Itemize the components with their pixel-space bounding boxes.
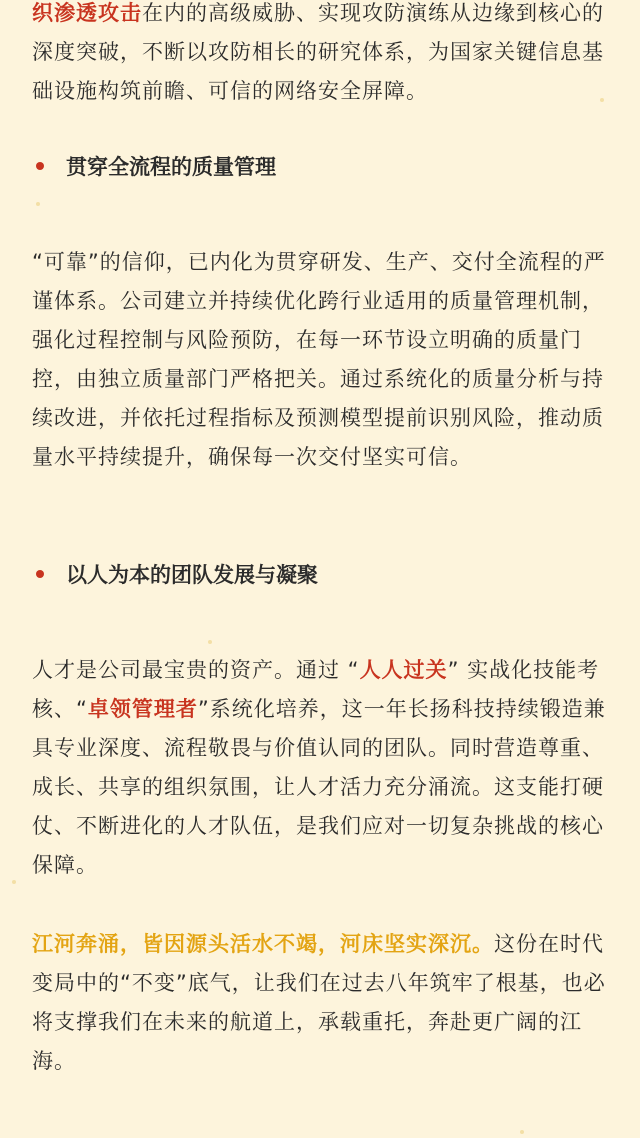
- background-speck: [520, 1130, 524, 1134]
- team-paragraph: [32, 651, 608, 885]
- bullet-dot-icon: [36, 162, 44, 170]
- intro-paragraph: [32, 0, 608, 111]
- closing-highlight: 江河奔涌，皆因源头活水不竭，河床坚实深沉。: [32, 932, 494, 956]
- section-heading-team: [36, 558, 606, 590]
- intro-text: 在内的高级威胁、实现攻防演练从边缘到核心的深度突破，不断以攻防相长的研究体系，为国家关键信息基础设施构筑前瞻、可信的网络安全屏障。: [32, 1, 604, 103]
- intro-highlight: 织渗透攻击: [32, 1, 142, 25]
- team-text-c: ”系统化培养，这一年长扬科技持续锻造兼具专业深度、流程敬畏与价值认同的团队。同时营造尊重、成长、共享的组织氛围，让人才活力充分涌流。这支能打硬仗、不断进化的人才队伍，是我们应对一切复杂挑战的核心保障。: [32, 697, 606, 877]
- closing-paragraph: [32, 925, 608, 1081]
- team-text-b: ” 实战化技能考核、“: [32, 658, 600, 721]
- closing-text: 这份在时代变局中的“不变”底气，让我们在过去八年筑牢了根基，也必将支撑我们在未来的航道上，承载重托，奔赴更广阔的江海。: [32, 932, 606, 1073]
- section-heading-quality-label: 贯穿全流程的质量管理: [66, 155, 276, 179]
- section-heading-team-label: 以人为本的团队发展与凝聚: [66, 563, 318, 587]
- background-speck: [208, 640, 212, 644]
- team-text-a: 人才是公司最宝贵的资产。通过 “: [32, 658, 360, 682]
- background-speck: [36, 202, 40, 206]
- team-highlight-b: 卓领管理者: [87, 697, 198, 721]
- bullet-dot-icon: [36, 570, 44, 578]
- team-highlight-a: 人人过关: [359, 658, 448, 682]
- section-heading-quality: [36, 150, 606, 182]
- background-speck: [12, 880, 16, 884]
- quality-paragraph: “可靠”的信仰，已内化为贯穿研发、生产、交付全流程的严谨体系。公司建立并持续优化跨行业适用的质量管理机制，强化过程控制与风险预防，在每一环节设立明确的质量门控，由独立质量部门严格把关。通过系统化的质量分析与持续改进，并依托过程指标及预测模型提前识别风险，推动质量水平持续提升，确保每一次交付坚实可信。: [32, 250, 606, 469]
